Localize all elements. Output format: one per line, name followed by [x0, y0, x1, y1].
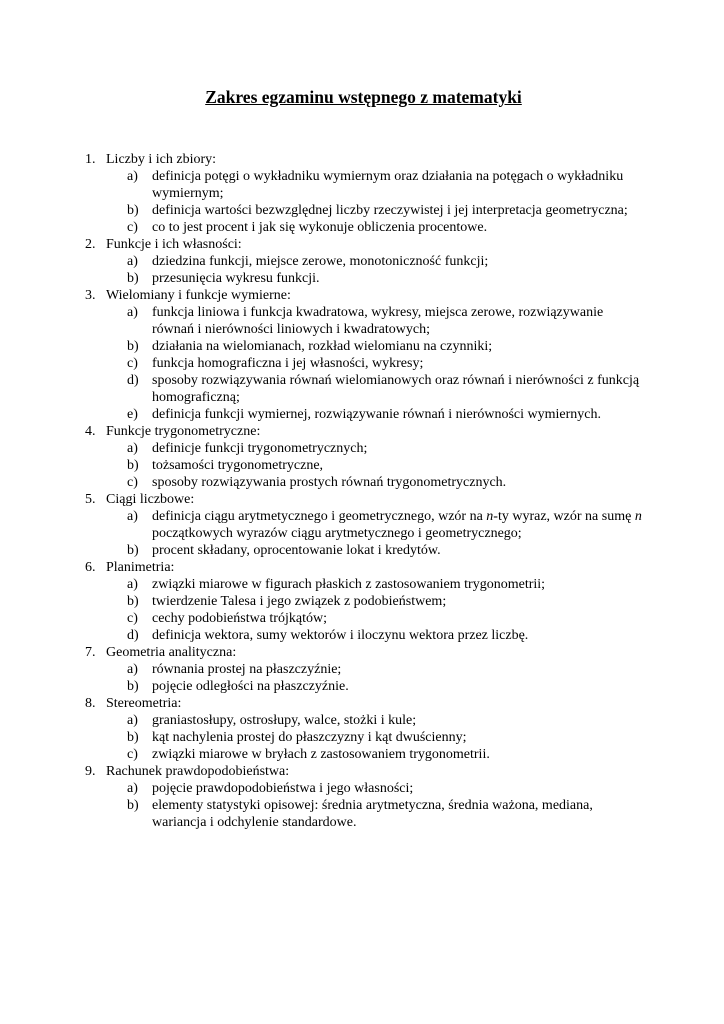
list-item [85, 729, 642, 746]
item-letter: a) [127, 509, 138, 525]
list-item [85, 304, 642, 338]
list-item [85, 219, 642, 236]
list-item [85, 338, 642, 355]
list-item [85, 746, 642, 763]
item-letter: a) [127, 662, 138, 678]
item-letter: a) [127, 169, 138, 185]
list-item [85, 593, 642, 610]
item-text: procent składany, oprocentowanie lokat i kredytów. [152, 543, 441, 559]
section-number: 5. [85, 492, 96, 508]
list-item [85, 508, 642, 542]
outline-section [85, 559, 642, 644]
section-heading: Geometria analityczna: [106, 645, 237, 661]
item-text: równania prostej na płaszczyźnie; [152, 662, 342, 678]
section-heading: Liczby i ich zbiory: [106, 152, 217, 168]
item-text-segment: -ty wyraz, wzór na sumę [493, 509, 635, 525]
item-letter: b) [127, 339, 139, 355]
outline-list [85, 151, 642, 831]
section-number: 1. [85, 152, 96, 168]
outline-section [85, 151, 642, 236]
section-heading: Rachunek prawdopodobieństwa: [106, 764, 290, 780]
item-text: przesunięcia wykresu funkcji. [152, 271, 320, 287]
section-head [85, 559, 642, 576]
list-item [85, 797, 642, 831]
section-heading: Funkcje trygonometryczne: [106, 424, 261, 440]
item-letter: a) [127, 713, 138, 729]
list-item [85, 542, 642, 559]
section-head [85, 695, 642, 712]
item-letter: a) [127, 781, 138, 797]
item-letter: a) [127, 577, 138, 593]
outline-section [85, 695, 642, 763]
list-item [85, 440, 642, 457]
item-text-segment: początkowych wyrazów ciągu arytmetycznego i geometrycznego; [152, 526, 522, 542]
section-number: 4. [85, 424, 96, 440]
item-text-segment: definicja ciągu arytmetycznego i geometrycznego, wzór na [152, 509, 487, 525]
section-head [85, 151, 642, 168]
item-letter: d) [127, 373, 139, 389]
item-text: pojęcie odległości na płaszczyźnie. [152, 679, 349, 695]
item-letter: b) [127, 798, 139, 814]
item-letter: c) [127, 475, 138, 491]
item-text: cechy podobieństwa trójkątów; [152, 611, 327, 627]
section-heading: Funkcje i ich własności: [106, 237, 242, 253]
item-letter: c) [127, 611, 138, 627]
outline-section [85, 644, 642, 695]
list-item [85, 270, 642, 287]
section-number: 3. [85, 288, 96, 304]
item-letter: b) [127, 594, 139, 610]
section-heading: Stereometria: [106, 696, 182, 712]
item-letter: a) [127, 254, 138, 270]
item-text [152, 508, 642, 542]
section-number: 6. [85, 560, 96, 576]
section-heading: Wielomiany i funkcje wymierne: [106, 288, 291, 304]
section-heading: Planimetria: [106, 560, 175, 576]
item-letter: e) [127, 407, 138, 423]
item-text: graniastosłupy, ostrosłupy, walce, stożki i kule; [152, 713, 417, 729]
outline-section [85, 423, 642, 491]
item-text: definicja funkcji wymiernej, rozwiązywanie równań i nierówności wymiernych. [152, 407, 602, 423]
list-item [85, 780, 642, 797]
item-text: tożsamości trygonometryczne, [152, 458, 324, 474]
item-text: twierdzenie Talesa i jego związek z podobieństwem; [152, 594, 447, 610]
item-text: kąt nachylenia prostej do płaszczyzny i kąt dwuścienny; [152, 730, 467, 746]
list-item [85, 168, 642, 202]
outline-section [85, 763, 642, 831]
item-letter: a) [127, 305, 138, 321]
item-text-italic-segment: n [486, 509, 494, 525]
item-letter: a) [127, 441, 138, 457]
item-letter: d) [127, 628, 139, 644]
item-letter: b) [127, 203, 139, 219]
item-text: elementy statystyki opisowej: średnia arytmetyczna, średnia ważona, mediana, wariancja i odchylenie standardowe. [152, 798, 593, 831]
list-item [85, 678, 642, 695]
item-letter: b) [127, 271, 139, 287]
item-text: pojęcie prawdopodobieństwa i jego własności; [152, 781, 414, 797]
item-text: definicje funkcji trygonometrycznych; [152, 441, 368, 457]
item-text: dziedzina funkcji, miejsce zerowe, monotoniczność funkcji; [152, 254, 489, 270]
section-number: 2. [85, 237, 96, 253]
list-item [85, 474, 642, 491]
item-letter: b) [127, 730, 139, 746]
item-letter: b) [127, 679, 139, 695]
document-title: Zakres egzaminu wstępnego z matematyki [205, 87, 522, 107]
item-text: działania na wielomianach, rozkład wielomianu na czynniki; [152, 339, 493, 355]
section-number: 9. [85, 764, 96, 780]
item-letter: c) [127, 747, 138, 763]
list-item [85, 610, 642, 627]
item-text: definicja potęgi o wykładniku wymiernym oraz działania na potęgach o wykładniku wymiernym; [152, 169, 624, 202]
section-number: 8. [85, 696, 96, 712]
item-text: definicja wektora, sumy wektorów i iloczynu wektora przez liczbę. [152, 628, 529, 644]
outline-section [85, 287, 642, 423]
section-head [85, 763, 642, 780]
list-item [85, 457, 642, 474]
list-item [85, 576, 642, 593]
item-text-italic-segment: n [634, 509, 642, 525]
item-text: definicja wartości bezwzględnej liczby rzeczywistej i jej interpretacja geometryczna; [152, 203, 628, 219]
section-number: 7. [85, 645, 96, 661]
list-item [85, 253, 642, 270]
list-item [85, 627, 642, 644]
item-text: związki miarowe w figurach płaskich z zastosowaniem trygonometrii; [152, 577, 546, 593]
item-text: funkcja liniowa i funkcja kwadratowa, wykresy, miejsca zerowe, rozwiązywanie równań i nierówności liniowych i kwadratowych; [152, 305, 604, 338]
item-text: sposoby rozwiązywania prostych równań trygonometrycznych. [152, 475, 507, 491]
section-head [85, 287, 642, 304]
item-letter: c) [127, 220, 138, 236]
item-text: funkcja homograficzna i jej własności, wykresy; [152, 356, 424, 372]
outline-section [85, 236, 642, 287]
section-head [85, 491, 642, 508]
item-text: co to jest procent i jak się wykonuje obliczenia procentowe. [152, 220, 488, 236]
item-text: sposoby rozwiązywania równań wielomianowych oraz równań i nierówności z funkcją homograficzną; [152, 373, 640, 406]
section-head [85, 236, 642, 253]
section-head [85, 423, 642, 440]
section-head [85, 644, 642, 661]
list-item [85, 202, 642, 219]
list-item [85, 355, 642, 372]
item-text: związki miarowe w bryłach z zastosowaniem trygonometrii. [152, 747, 490, 763]
list-item [85, 712, 642, 729]
list-item [85, 406, 642, 423]
section-heading: Ciągi liczbowe: [106, 492, 195, 508]
outline-section [85, 491, 642, 559]
item-letter: b) [127, 543, 139, 559]
item-letter: b) [127, 458, 139, 474]
item-letter: c) [127, 356, 138, 372]
list-item [85, 372, 642, 406]
list-item [85, 661, 642, 678]
